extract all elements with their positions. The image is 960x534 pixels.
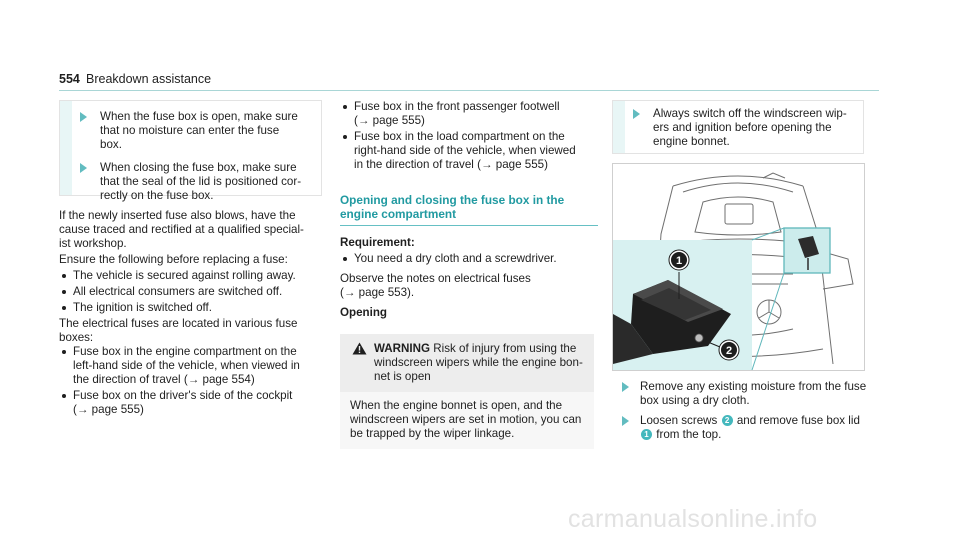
heading-line: engine compartment bbox=[340, 207, 457, 221]
text-line: The electrical fuses are located in various fuse bbox=[59, 317, 298, 330]
column-3-steps bbox=[612, 380, 874, 442]
bullet-text: right-hand side of the vehicle, when viewed bbox=[354, 144, 576, 157]
step-arrow-icon bbox=[633, 109, 640, 119]
step-line: box using a dry cloth. bbox=[640, 394, 750, 407]
text-line: cause traced and rectified at a qualified special- bbox=[59, 223, 304, 236]
bullet-text: (→ page 555) bbox=[73, 403, 144, 416]
list-item bbox=[340, 130, 598, 172]
callout-badge-1: 1 bbox=[641, 429, 652, 440]
text-line: (→ page 553). bbox=[340, 286, 415, 299]
requirement-label: Requirement: bbox=[340, 236, 415, 249]
header-rule bbox=[59, 90, 879, 91]
warning-title-text: Risk of injury from using the bbox=[433, 342, 577, 355]
tip-line: box. bbox=[100, 138, 122, 151]
bullet-text: The vehicle is secured against rolling away. bbox=[73, 269, 296, 282]
warning-body bbox=[340, 392, 594, 449]
engine-fuse-box-figure bbox=[612, 163, 865, 371]
bullet-text: The ignition is switched off. bbox=[73, 301, 212, 314]
paragraph-ensure: Ensure the following before replacing a fuse: bbox=[59, 253, 288, 266]
bullet-text: left-hand side of the vehicle, when viewed in bbox=[73, 359, 300, 372]
paragraph-located bbox=[59, 317, 329, 345]
step-text: and remove fuse box lid bbox=[736, 414, 860, 427]
warning-box bbox=[340, 334, 594, 449]
step-remove-moisture bbox=[612, 380, 874, 408]
tip-step-close bbox=[60, 161, 321, 203]
list-item bbox=[340, 100, 598, 128]
tip-line: that no moisture can enter the fuse bbox=[100, 124, 280, 137]
step-loosen-screws bbox=[612, 414, 874, 442]
callout-1: 1 bbox=[675, 255, 683, 267]
text-line: ist workshop. bbox=[59, 237, 127, 250]
step-text: from the top. bbox=[656, 428, 722, 441]
column-2-body bbox=[340, 100, 598, 449]
warning-title-line bbox=[374, 342, 584, 356]
callout-2: 2 bbox=[725, 345, 733, 357]
tip-step-wipers bbox=[613, 107, 863, 149]
step-arrow-icon bbox=[622, 382, 629, 392]
tip-line: ers and ignition before opening the bbox=[653, 121, 832, 134]
list-item bbox=[59, 389, 329, 417]
step-line bbox=[640, 428, 874, 442]
step-arrow-icon bbox=[622, 416, 629, 426]
section-heading bbox=[340, 193, 598, 221]
bullet-text: Fuse box in the load compartment on the bbox=[354, 130, 565, 143]
tip-line: When the fuse box is open, make sure bbox=[100, 110, 298, 123]
bullet-text: All electrical consumers are switched off. bbox=[73, 285, 283, 298]
tip-line: rectly on the fuse box. bbox=[100, 189, 214, 202]
page-number: 554 bbox=[59, 72, 80, 86]
step-arrow-icon bbox=[80, 112, 87, 122]
list-item bbox=[59, 269, 329, 283]
figure-illustration bbox=[613, 164, 864, 370]
text-line: If the newly inserted fuse also blows, have the bbox=[59, 209, 296, 222]
bullet-text: Fuse box in the engine compartment on the bbox=[73, 345, 297, 358]
opening-label: Opening bbox=[340, 306, 388, 319]
watermark: carmanualsonline.info bbox=[568, 505, 818, 533]
observe-note bbox=[340, 272, 598, 300]
warning-title-line: windscreen wipers while the engine bon- bbox=[374, 356, 583, 369]
step-line: Remove any existing moisture from the fuse bbox=[640, 380, 867, 393]
bullet-text: Fuse box on the driver's side of the cockpit bbox=[73, 389, 293, 402]
bullet-text: You need a dry cloth and a screwdriver. bbox=[354, 252, 557, 265]
list-item bbox=[59, 345, 329, 387]
callout-badge-2: 2 bbox=[722, 415, 733, 426]
tip-box-fuse-box bbox=[59, 100, 322, 202]
warning-title-line: net is open bbox=[374, 370, 431, 383]
warning-header bbox=[340, 334, 594, 392]
tip-line: When closing the fuse box, make sure bbox=[100, 161, 297, 174]
warning-body-line: windscreen wipers are set in motion, you can bbox=[350, 413, 582, 426]
warning-label: WARNING bbox=[374, 342, 431, 355]
requirement-item bbox=[340, 252, 598, 266]
step-arrow-icon bbox=[80, 163, 87, 173]
tip-box-wipers bbox=[612, 100, 864, 154]
tip-step-open bbox=[60, 110, 321, 152]
bullet-text: in the direction of travel (→ page 555) bbox=[354, 158, 548, 171]
warning-triangle-icon bbox=[352, 342, 367, 355]
column-1-body bbox=[59, 209, 329, 417]
bullet-text: the direction of travel (→ page 554) bbox=[73, 373, 255, 386]
warning-body-line: be trapped by the wiper linkage. bbox=[350, 427, 515, 440]
warning-body-line: When the engine bonnet is open, and the bbox=[350, 399, 563, 412]
section-title: Breakdown assistance bbox=[86, 72, 212, 86]
heading-rule bbox=[340, 225, 598, 226]
tip-line: Always switch off the windscreen wip- bbox=[653, 107, 847, 120]
tip-line: engine bonnet. bbox=[653, 135, 730, 148]
step-line bbox=[640, 414, 874, 428]
bullet-text: (→ page 555) bbox=[354, 114, 425, 127]
bullet-text: Fuse box in the front passenger footwell bbox=[354, 100, 560, 113]
list-item bbox=[59, 301, 329, 315]
text-line: Observe the notes on electrical fuses bbox=[340, 272, 531, 285]
list-item bbox=[59, 285, 329, 299]
text-line: boxes: bbox=[59, 331, 94, 344]
heading-line: Opening and closing the fuse box in the bbox=[340, 193, 565, 207]
tip-line: that the seal of the lid is positioned cor- bbox=[100, 175, 302, 188]
step-text: Loosen screws bbox=[640, 414, 718, 427]
paragraph-blows bbox=[59, 209, 329, 251]
